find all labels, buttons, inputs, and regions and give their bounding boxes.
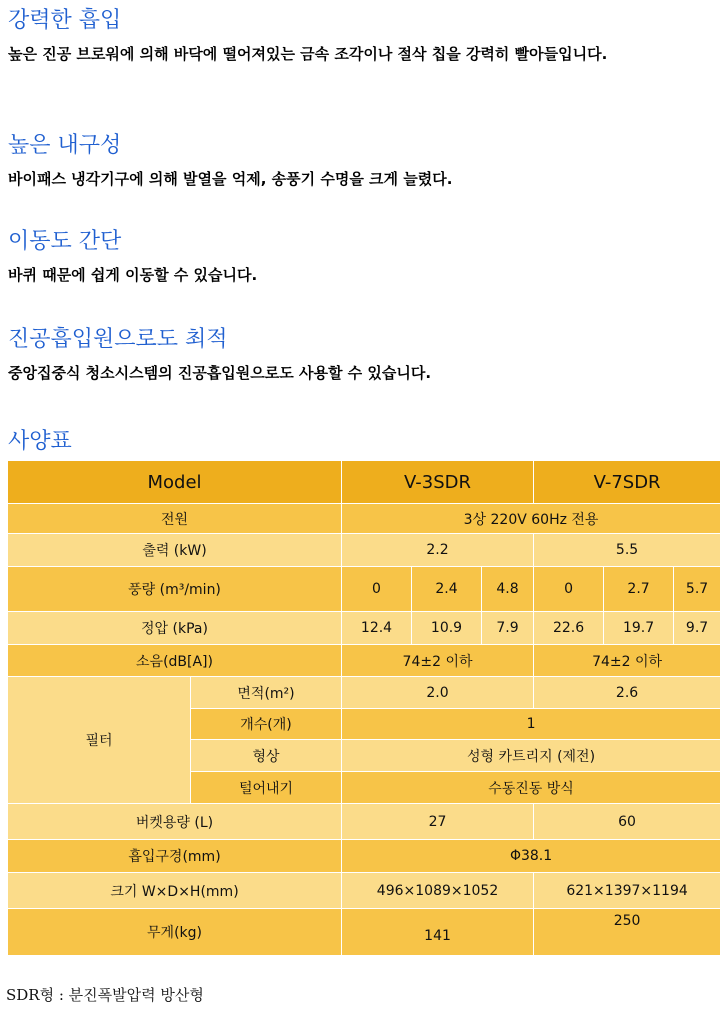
cell-value: 4.8: [482, 567, 534, 612]
feature-description: 바퀴 때문에 쉽게 이동할 수 있습니다.: [8, 266, 258, 284]
cell-value: 5.7: [674, 567, 721, 612]
row-label: 흡입구경(mm): [8, 840, 342, 873]
feature-description: 바이패스 냉각기구에 의해 발열을 억제, 송풍기 수명을 크게 늘렸다.: [8, 170, 453, 188]
row-inlet: [8, 840, 721, 873]
cell-value: 2.7: [604, 567, 674, 612]
row-sublabel: 면적(m²): [191, 677, 342, 709]
cell-value: 12.4: [342, 612, 412, 645]
feature-suction: [8, 7, 720, 67]
cell-value: 5.5: [534, 534, 721, 567]
row-label: 버켓용량 (L): [8, 804, 342, 840]
feature-title: 진공흡입원으로도 최적: [8, 327, 228, 352]
spec-table-title: 사양표: [8, 429, 72, 454]
cell-value: 성형 카트리지 (제전): [342, 740, 721, 772]
cell-value: 0: [534, 567, 604, 612]
feature-durability: [8, 132, 720, 192]
cell-value: 74±2 이하: [342, 645, 534, 677]
cell-value: 2.0: [342, 677, 534, 709]
cell-value: 60: [534, 804, 721, 840]
row-sublabel: 털어내기: [191, 772, 342, 804]
cell-value: 3상 220V 60Hz 전용: [342, 504, 721, 534]
row-sublabel: 형상: [191, 740, 342, 772]
cell-value: 496×1089×1052: [342, 873, 534, 909]
cell-value: 22.6: [534, 612, 604, 645]
row-label: 출력 (kW): [8, 534, 342, 567]
row-power: [8, 504, 721, 534]
cell-value: 19.7: [604, 612, 674, 645]
cell-value: 250: [534, 909, 721, 956]
row-label: 풍량 (m³/min): [8, 567, 342, 612]
row-filter-area: [8, 677, 721, 709]
header-model: Model: [8, 461, 342, 504]
cell-value: 74±2 이하: [534, 645, 721, 677]
cell-value: 621×1397×1194: [534, 873, 721, 909]
cell-value: 1: [342, 709, 721, 740]
cell-value: Φ38.1: [342, 840, 721, 873]
cell-value: 2.6: [534, 677, 721, 709]
cell-value: 141: [342, 909, 534, 956]
cell-value: 2.4: [412, 567, 482, 612]
spec-table: [7, 460, 721, 956]
feature-title: 높은 내구성: [8, 133, 122, 158]
row-label: 정압 (kPa): [8, 612, 342, 645]
footnote: SDR형 : 분진폭발압력 방산형: [6, 986, 204, 1004]
feature-title: 이동도 간단: [8, 229, 122, 254]
header-model-1: V-3SDR: [342, 461, 534, 504]
cell-value: 0: [342, 567, 412, 612]
cell-value: 27: [342, 804, 534, 840]
row-weight: [8, 909, 721, 956]
row-bucket: [8, 804, 721, 840]
cell-value: 2.2: [342, 534, 534, 567]
feature-description: 높은 진공 브로워에 의해 바닥에 떨어져있는 금속 조각이나 절삭 칩을 강력히 빨아들입니다.: [8, 45, 608, 63]
feature-mobility: [8, 228, 720, 288]
table-header-row: [8, 461, 721, 504]
row-label-filter: 필터: [8, 677, 191, 804]
row-static-pressure: [8, 612, 721, 645]
row-label: 소음(dB[A]): [8, 645, 342, 677]
row-label: 크기 W×D×H(mm): [8, 873, 342, 909]
row-airflow: [8, 567, 721, 612]
cell-value: 7.9: [482, 612, 534, 645]
feature-vacuum-source: [8, 326, 720, 386]
header-model-2: V-7SDR: [534, 461, 721, 504]
cell-value: 10.9: [412, 612, 482, 645]
row-sublabel: 개수(개): [191, 709, 342, 740]
row-label: 무게(kg): [8, 909, 342, 956]
row-output: [8, 534, 721, 567]
cell-value: 수동진동 방식: [342, 772, 721, 804]
feature-description: 중앙집중식 청소시스템의 진공흡입원으로도 사용할 수 있습니다.: [8, 364, 432, 382]
cell-value: 9.7: [674, 612, 721, 645]
row-size: [8, 873, 721, 909]
row-label: 전원: [8, 504, 342, 534]
feature-title: 강력한 흡입: [8, 8, 122, 33]
row-noise: [8, 645, 721, 677]
